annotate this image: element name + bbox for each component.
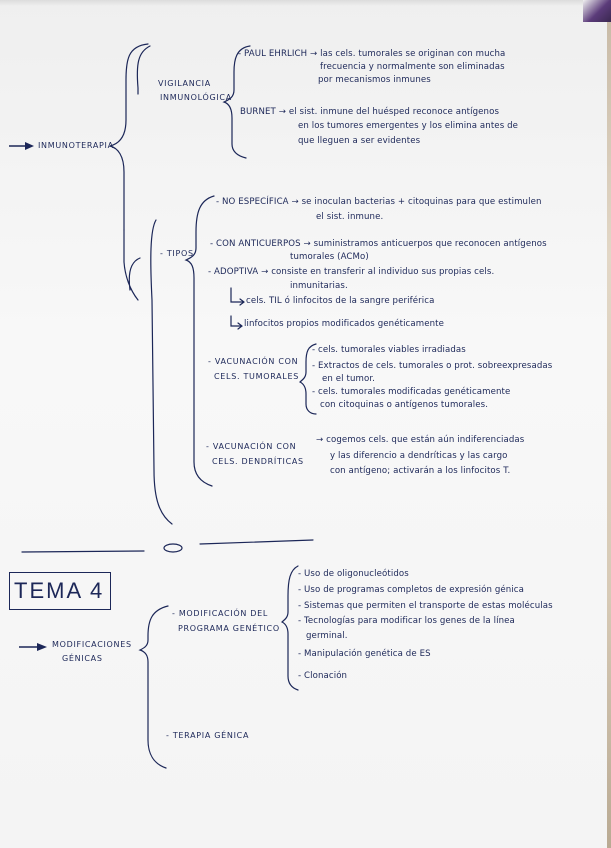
- modificacion-label-1: - MODIFICACIÓN DEL: [172, 609, 269, 618]
- vacunacion-dendriticas-line-1: → cogemos cels. que están aún indiferenciadas: [316, 435, 525, 445]
- vacunacion-tumorales-item-3a: - cels. tumorales modificadas genéticamente: [312, 387, 511, 397]
- adoptiva-line-2: inmunitarias.: [290, 281, 348, 291]
- no-especifica-line-1: - NO ESPECÍFICA → se inoculan bacterias + citoquinas para que estimulen: [216, 197, 542, 207]
- vacunacion-tumorales-label-1: - VACUNACIÓN CON: [208, 357, 299, 366]
- vacunacion-tumorales-item-1: - cels. tumorales viables irradiadas: [312, 345, 466, 355]
- programa-item-6: - Clonación: [298, 671, 348, 681]
- ehrlich-line-1: - PAUL EHRLICH → las cels. tumorales se originan con mucha: [238, 49, 506, 59]
- programa-item-3: - Sistemas que permiten el transporte de estas moléculas: [298, 601, 553, 611]
- programa-item-1: - Uso de oligonucleótidos: [298, 569, 409, 579]
- vacunacion-dendriticas-label-2: CELS. DENDRÍTICAS: [212, 457, 304, 466]
- root-title: INMUNOTERAPIA: [38, 141, 114, 150]
- ehrlich-line-3: por mecanismos inmunes: [318, 75, 431, 85]
- divider-circle: [164, 544, 182, 552]
- no-especifica-line-2: el sist. inmune.: [316, 212, 384, 222]
- vigilancia-bracket: [224, 46, 250, 158]
- tema-label: TEMA 4: [14, 578, 105, 603]
- adoptiva-sub1-arrow: [231, 288, 244, 305]
- vacunacion-tumorales-label-2: CELS. TUMORALES: [214, 372, 299, 381]
- vigilancia-label-2: INMUNOLÓGICA: [160, 93, 232, 102]
- anticuerpos-line-2: tumorales (ACMo): [290, 252, 369, 262]
- vacunacion-dendriticas-line-2: y las diferencio a dendríticas y las cargo: [330, 451, 508, 461]
- programa-item-2: - Uso de programas completos de expresión génica: [298, 585, 524, 595]
- root2-title-2: GÉNICAS: [62, 654, 103, 663]
- programa-item-5: - Manipulación genética de ES: [298, 649, 431, 659]
- tipos-label: - TIPOS: [160, 249, 194, 258]
- programa-bracket: [282, 566, 298, 690]
- modificacion-label-2: PROGRAMA GENÉTICO: [178, 624, 280, 633]
- vacunacion-dendriticas-line-3: con antígeno; activarán a los linfocitos T.: [330, 466, 511, 476]
- vacunacion-tumorales-item-2b: en el tumor.: [322, 374, 375, 384]
- ehrlich-line-2: frecuencia y normalmente son eliminadas: [320, 62, 505, 72]
- anticuerpos-line-1: - CON ANTICUERPOS → suministramos anticuerpos que reconocen antígenos: [210, 239, 547, 249]
- vigilancia-label-1: VIGILANCIA: [158, 79, 211, 88]
- adoptiva-line-1: - ADOPTIVA → consiste en transferir al individuo sus propias cels.: [208, 267, 495, 277]
- adoptiva-sub-2: linfocitos propios modificados genéticamente: [244, 319, 445, 329]
- main-bracket-bottom: [124, 230, 140, 300]
- burnet-line-3: que lleguen a ser evidentes: [298, 136, 421, 146]
- divider-right: [200, 540, 313, 544]
- adoptiva-sub-1: cels. TIL ó linfocitos de la sangre periférica: [246, 296, 435, 306]
- main-bracket-down: [151, 220, 172, 524]
- burnet-line-2: en los tumores emergentes y los elimina antes de: [298, 121, 519, 131]
- programa-item-4: - Tecnologías para modificar los genes de la línea: [298, 616, 515, 626]
- main-bracket-top: [110, 44, 148, 230]
- adoptiva-sub2-arrow: [231, 316, 242, 329]
- programa-item-4b: germinal.: [306, 631, 348, 641]
- arrow-icon: [18, 642, 48, 652]
- vacunacion-dendriticas-label-1: - VACUNACIÓN CON: [206, 442, 297, 451]
- terapia-genica-label: - TERAPIA GÉNICA: [166, 731, 250, 740]
- root2-title-1: MODIFICACIONES: [52, 640, 132, 649]
- arrow-icon: [8, 141, 36, 151]
- modificaciones-bracket: [140, 606, 168, 768]
- vacunacion-tumorales-item-3b: con citoquinas o antígenos tumorales.: [320, 400, 489, 410]
- burnet-line-1: BURNET → el sist. inmune del huésped reconoce antígenos: [240, 107, 500, 117]
- divider-left: [22, 551, 144, 552]
- main-bracket-upper: [137, 46, 150, 94]
- vacunacion-tumorales-item-2a: - Extractos de cels. tumorales o prot. sobreexpresadas: [312, 361, 553, 371]
